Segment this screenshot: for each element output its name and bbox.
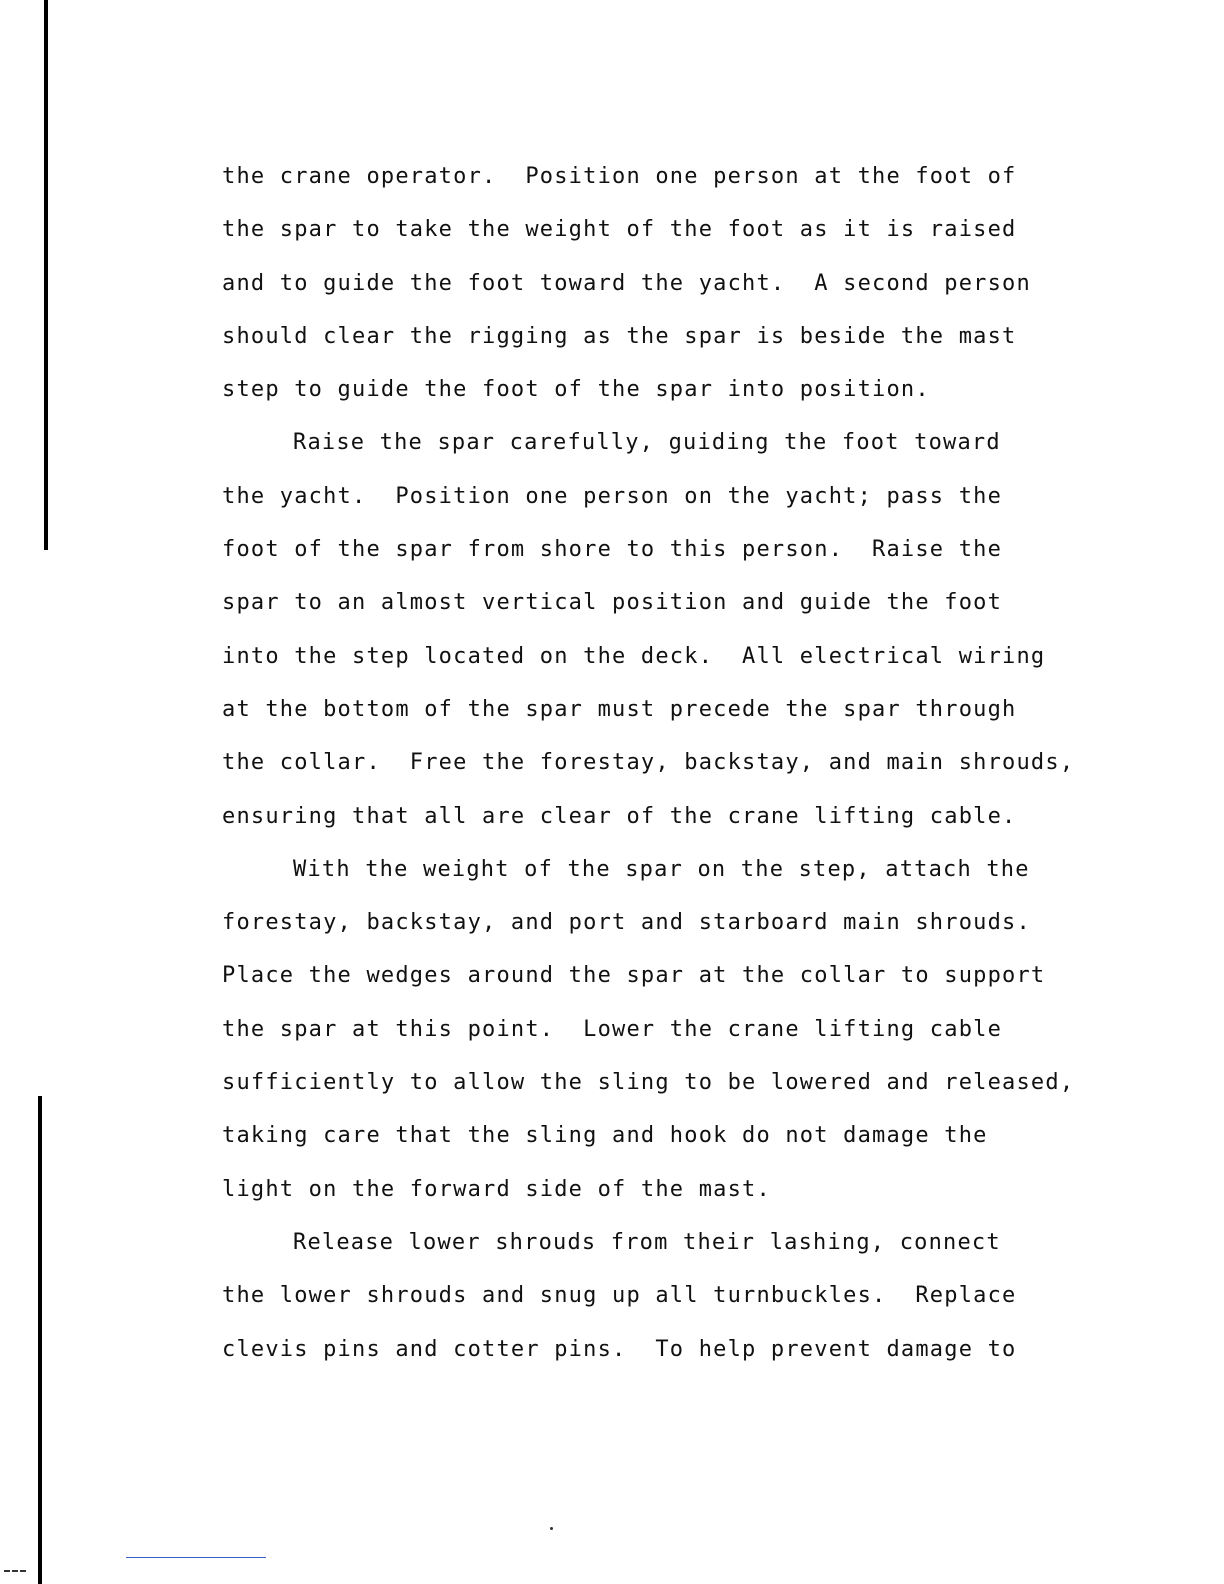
text-line: clevis pins and cotter pins. To help prevent damage to	[222, 1336, 1017, 1362]
paragraph-first-line: Release lower shrouds from their lashing, connect	[293, 1229, 1001, 1255]
scan-mark	[4, 1570, 26, 1574]
text-line: the lower shrouds and snug up all turnbuckles. Replace	[222, 1283, 1017, 1309]
text-line: should clear the rigging as the spar is beside the mast	[222, 323, 1017, 349]
text-line: the crane operator. Position one person at the foot of	[222, 164, 1017, 189]
text-line: forestay, backstay, and port and starboard main shrouds.	[222, 910, 1031, 936]
text-line: the spar to take the weight of the foot as it is raised	[222, 217, 1017, 243]
text-line: the yacht. Position one person on the yacht; pass the	[222, 483, 1003, 509]
text-line: taking care that the sling and hook do not damage the	[222, 1123, 988, 1149]
underline-mark	[126, 1557, 266, 1558]
scan-edge-bottom	[38, 1096, 42, 1584]
text-line: step to guide the foot of the spar into position.	[222, 377, 930, 403]
text-line: the spar at this point. Lower the crane lifting cable	[222, 1016, 1003, 1042]
text-line: and to guide the foot toward the yacht. A second person	[222, 270, 1031, 296]
text-line: ensuring that all are clear of the crane lifting cable.	[222, 803, 1017, 829]
paragraph-first-line: With the weight of the spar on the step, attach the	[293, 856, 1030, 882]
text-line: foot of the spar from shore to this person. Raise the	[222, 537, 1003, 563]
scan-edge-top	[44, 0, 48, 550]
text-line: sufficiently to allow the sling to be lowered and released,	[222, 1070, 1075, 1096]
text-line: Place the wedges around the spar at the collar to support	[222, 963, 1046, 989]
text-line: the collar. Free the forestay, backstay, and main shrouds,	[222, 750, 1075, 776]
text-line: light on the forward side of the mast.	[222, 1176, 771, 1202]
document-body	[222, 150, 1102, 1376]
paragraph-first-line: Raise the spar carefully, guiding the foot toward	[293, 430, 1001, 456]
text-line: into the step located on the deck. All electrical wiring	[222, 643, 1046, 669]
scan-speck	[550, 1527, 553, 1530]
text-line: spar to an almost vertical position and guide the foot	[222, 590, 1003, 616]
text-line: at the bottom of the spar must precede the spar through	[222, 696, 1017, 722]
